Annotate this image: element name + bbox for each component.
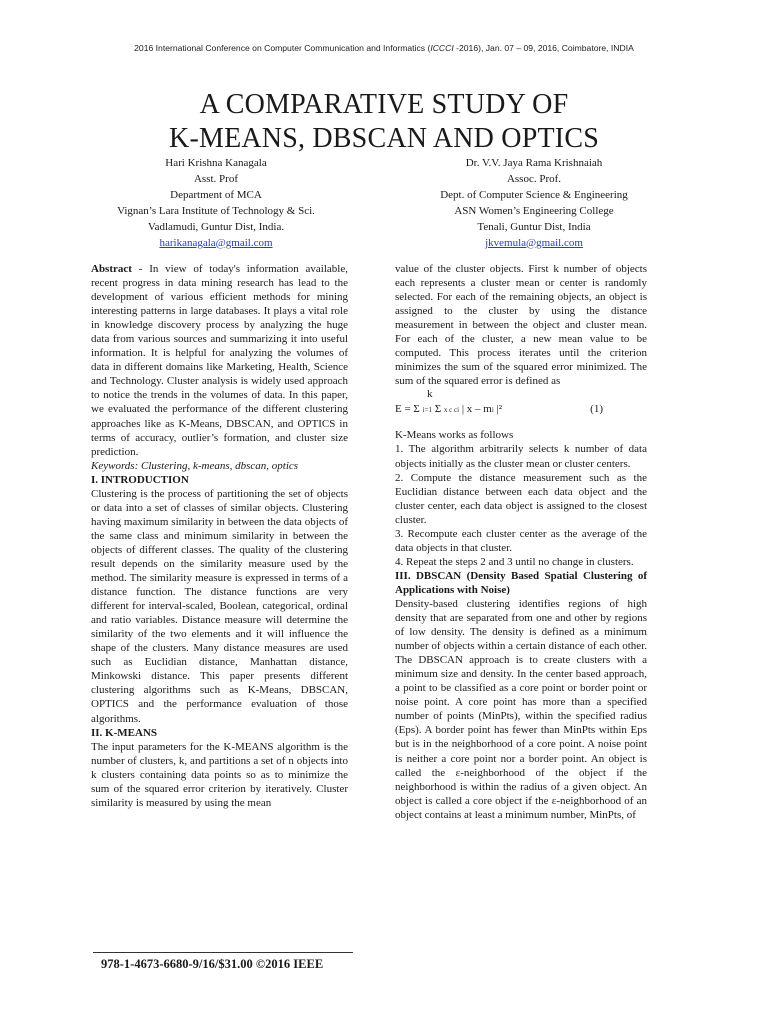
equation-rhs: | x – m [459,403,492,416]
kmeans-text-right: value of the cluster objects. First k number of objects each represents a cluster mean or center is randomly selected. For each of the remaining objects, an object is assigned to the cluster by using the distance measurement in between the object and cluster mean. For each of the cluster, a new mean value to be computed. This process iterates until the criterion minimizes the sum of the squared error minimized. The sum of the squared error is defined as [395,263,647,388]
abstract-text: - In view of today's information available, recent progress in data mining research has lead to the development of various efficient methods for mining interesting patterns in large databases. It plays a vital role in knowledge discovery process by analyzing the huge data from various sources and summarizing it into useful information. It is helpful for analyzing the volumes of data in different domains like Marketing, Health, Science and Technology. Cluster analysis is widely used approach to notice the trends in the volumes of data. In this paper, we evaluated the performance of the different clustering approaches like as K-Means, DBSCAN, and OPTICS in terms of accuracy, outlier’s formation, and cluster size prediction. [91,263,348,458]
equation-sub: i=1 [422,406,432,415]
equation-sub: i [491,406,494,415]
author-name: Hari Krishna Kanagala [165,157,267,169]
kmeans-step: 1. The algorithm arbitrarily selects k number of data objects initially as the cluster mean or cluster centers. [395,443,647,470]
conference-header [0,43,768,53]
abstract-label: Abstract [91,263,132,275]
author-location: Vadlamudi, Guntur Dist, India. [147,220,285,233]
kmeans-step: 3. Recompute each cluster center as the average of the data objects in that cluster. [395,527,647,554]
equation-body [395,401,502,418]
author-block-1 [66,156,366,251]
kmeans-steps-intro: K-Means works as follows [395,429,514,442]
author-institution: ASN Women’s Engineering College [454,204,614,217]
left-column [91,262,348,810]
equation-upper-limit: k [427,388,433,401]
introduction-text: Clustering is the process of partitioning the set of objects or data into a set of classes of similar objects. Clustering having maximum similarity in between the data objects of the same class and minimum similarity in between the objects of different classes. The quality of the clustering result depends on the similarity measure used by the method. The similarity measure is expressed in terms of a distance function. The distance functions are very different for interval-scaled, Boolean, categorical, ordinal and ratio variables. Distance measure will determine the similarity of the two elements and it will influence the shape of the clusters. Many distance measures are used such as Euclidian distance, Manhattan distance, Minkowski distance. This paper presents different clustering algorithms such as K-Means, DBSCAN, OPTICS and the performance evaluation of those algorithms. [91,487,348,725]
equation-number: (1) [590,403,603,416]
author-email-link[interactable]: jkvemula@gmail.com [485,236,583,249]
section-heading-introduction: I. INTRODUCTION [91,473,189,486]
conference-acronym: ICCCI [430,43,454,53]
equation-end: |² [493,403,503,416]
author-name: Dr. V.V. Jaya Rama Krishnaiah [465,157,603,169]
dbscan-text: Density-based clustering identifies regions of high density that are separated from one and other by regions of low density. The density is defined as a minimum number of objects within a certain distance of each other. The DBSCAN approach is to create clusters with a minimum size and density. In the center based approach, a point to be classified as a core point or border point or noise point. A core point has more than a specified number of points (MinPts), within the specified radius (Eps). A border point has fewer than MinPts within Eps but is in the neighborhood of a core point. A noise point is neither a core point nor a border point. An object is called the ε-neighborhood of the object if the neighborhood is within the radius of a given object. An object is called a core object if the ε-neighborhood of an object contains at least a minimum number, MinPts, of [395,597,647,821]
author-department: Dept. of Computer Science & Engineering [440,188,628,201]
author-position: Asst. Prof [193,172,238,185]
equation [395,401,647,418]
kmeans-step: 4. Repeat the steps 2 and 3 until no change in clusters. [395,555,634,568]
section-heading-kmeans: II. K-MEANS [91,726,158,739]
conference-header-pre: 2016 International Conference on Computer Communication and Informatics ( [134,43,431,53]
author-location: Tenali, Guntur Dist, India [477,220,591,233]
paper-title-line-1: A COMPARATIVE STUDY OF [199,89,569,120]
right-column [395,262,647,822]
kmeans-text-left: The input parameters for the K-MEANS algorithm is the number of clusters, k, and partitions a set of n objects into k clusters containing data points so as to minimize the sum of the squared error criterion by iteratively. Cluster similarity is measured by using the mean [91,740,348,809]
copyright-footer: 978-1-4673-6680-9/16/$31.00 ©2016 IEEE [101,957,324,971]
footer-rule [93,952,353,953]
author-position: Assoc. Prof. [506,172,562,185]
equation-mid: Σ [431,403,444,416]
kmeans-step: 2. Compute the distance measurement such as the Euclidian distance between each data object and the cluster center, each data object is assigned to the closest cluster. [395,471,647,526]
section-heading-dbscan: III. DBSCAN (Density Based Spatial Clustering of Applications with Noise) [395,569,647,596]
paper-title [0,88,768,156]
conference-header-post: -2016), Jan. 07 – 09, 2016, Coimbatore, INDIA [453,43,634,53]
paper-title-line-2: K-MEANS, DBSCAN AND OPTICS [169,123,599,154]
keywords: Keywords: Clustering, k-means, dbscan, optics [91,459,299,472]
author-email-link[interactable]: harikanagala@gmail.com [159,236,273,249]
author-institution: Vignan’s Lara Institute of Technology & Sci. [117,204,315,217]
abstract [91,262,348,459]
equation-sub: x c ci [443,406,460,415]
equation-lhs: E = Σ [395,403,423,416]
author-block-2 [384,156,684,251]
author-department: Department of MCA [170,188,262,201]
